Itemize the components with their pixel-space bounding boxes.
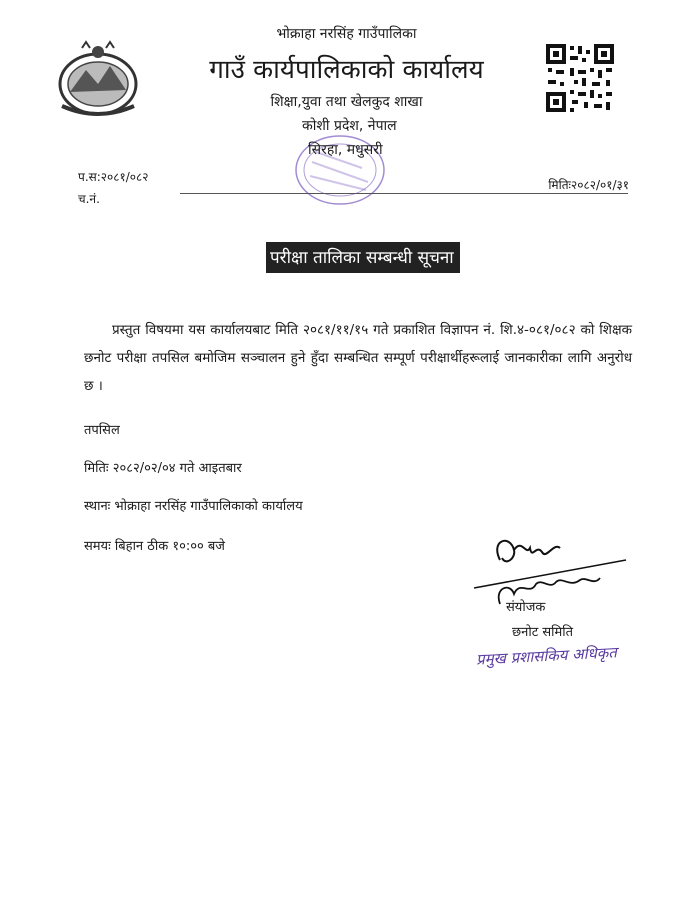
signatory-title: संयोजक bbox=[506, 600, 546, 615]
exam-date-line bbox=[84, 458, 242, 476]
header-divider bbox=[180, 193, 628, 194]
exam-date-label: मितिः bbox=[84, 461, 109, 476]
exam-place-value: भोक्राहा नरसिंह गाउँपालिकाको कार्यालय bbox=[114, 499, 303, 514]
office-title: गाउँ कार्यपालिकाको कार्यालय bbox=[209, 55, 484, 85]
province-line: कोशी प्रदेश, नेपाल bbox=[302, 118, 397, 134]
handwritten-signature bbox=[470, 530, 630, 614]
dispatch-number: च.नं. bbox=[78, 192, 100, 206]
exam-date-value: २०८२/०२/०४ गते आइतबार bbox=[112, 461, 242, 476]
exam-place-label: स्थानः bbox=[84, 499, 111, 514]
letter-date: मितिः२०८२/०१/३१ bbox=[548, 178, 629, 192]
officer-stamp: प्रमुख प्रशासकिय अधिकृत bbox=[475, 643, 618, 669]
notice-body: प्रस्तुत विषयमा यस कार्यालयबाट मिति २०८१/११/१५ गते प्रकाशित विज्ञापन नं. शि.४-०८१/०८२ को शिक्षक छनोट परीक्षा तपसिल बमोजिम सञ्चालन हुने हुँदा सम्बन्धित सम्पूर्ण परीक्षार्थीहरूलाई जानकारीका लागि अनुरोध छ । bbox=[84, 322, 632, 394]
exam-place-line bbox=[84, 496, 303, 514]
details-heading: तपसिल bbox=[84, 423, 120, 438]
exam-time-value: बिहान ठीक १०:०० बजे bbox=[114, 539, 225, 554]
branch-name: शिक्षा,युवा तथा खेलकुद शाखा bbox=[270, 94, 423, 110]
exam-time-label: समयः bbox=[84, 539, 111, 554]
notice-title: परीक्षा तालिका सम्बन्धी सूचना bbox=[266, 242, 460, 273]
district-line: सिरहा, मधुसरी bbox=[308, 142, 383, 158]
letter-number: प.स:२०८१/०८२ bbox=[78, 170, 149, 184]
exam-time-line bbox=[84, 536, 225, 554]
signatory-committee: छनोट समिति bbox=[512, 625, 574, 640]
municipality-name: भोक्राहा नरसिंह गाउँपालिका bbox=[276, 26, 417, 42]
